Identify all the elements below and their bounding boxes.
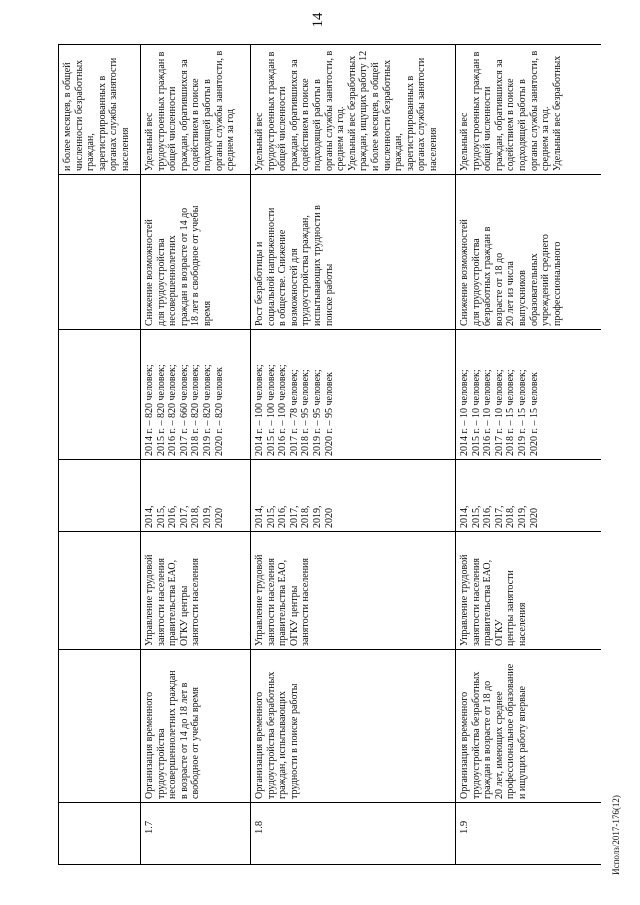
cell-number: 1.9 bbox=[456, 803, 601, 865]
cell-number: 1.7 bbox=[141, 803, 251, 865]
cell-responsible: Управление трудовой занятости населения правительства ЕАО, ОГКУ центры занятости населения bbox=[251, 532, 456, 650]
cell-indicator: Удельный вес трудоустроенных граждан в общей численности граждан, обратившихся за содействием в поиске подходящей работы в органы службы занятости, в среднем за год. Удельный вес безработных граждан, ищущих работу 12 и более месяцев, в общей численности безработных граждан, зарегистрированных в органах службы занятости населения bbox=[251, 45, 456, 175]
cell-activity: Организация временного трудоустройства несовершеннолетних граждан в возрасте от 14 до 18 лет в свободное от учебы время bbox=[141, 650, 251, 803]
cell-responsible: Управление трудовой занятости населения правительства ЕАО, ОГКУ центры занятости населения bbox=[141, 532, 251, 650]
rotated-table-wrapper bbox=[58, 45, 600, 865]
cell-indicator: Удельный вес трудоустроенных граждан в общей численности граждан, обратившихся за содействием в поиске подходящей работы в органы службы занятости, в среднем за год. Удельный вес безработных bbox=[456, 45, 601, 175]
table-row-continuation bbox=[59, 45, 141, 865]
cell-volume: 2014 г. – 820 человек; 2015 г. – 820 человек; 2016 г. – 820 человек; 2017 г. – 660 человек; 2018 г. – 820 человек; 2019 г. – 820 человек; 2020 г. – 820 человек bbox=[141, 330, 251, 460]
cell-years: 2014, 2015, 2016, 2017, 2018, 2019, 2020 bbox=[141, 460, 251, 532]
cell-volume: 2014 г. – 100 человек; 2015 г. – 100 человек; 2016 г. – 100 человек; 2017 г. – 78 человек; 2018 г. – 95 человек; 2019 г. – 95 человек; 2020 г. – 95 человек bbox=[251, 330, 456, 460]
cell-years: 2014, 2015, 2016, 2017, 2018, 2019, 2020 bbox=[251, 460, 456, 532]
page-number: 14 bbox=[310, 12, 326, 28]
cell-result: Снижение возможностей для трудоустройства безработных граждан в возрасте от 18 до 20 лет из числа выпускников образовательных учреждений среднего профессионального bbox=[456, 175, 601, 330]
cell-activity: Организация временного трудоустройства безработных граждан в возрасте от 18 до 20 лет, имеющих среднее профессиональное образование и ищущих работу впервые bbox=[456, 650, 601, 803]
cell-activity bbox=[59, 650, 141, 803]
cell-years bbox=[59, 460, 141, 532]
cell-result bbox=[59, 175, 141, 330]
cell-years: 2014, 2015, 2016, 2017, 2018, 2019, 2020 bbox=[456, 460, 601, 532]
cell-result: Рост безработицы и социальной напряженности в обществе. Снижение возможностей для трудоустройства граждан, испытывающих трудности в поиске работы bbox=[251, 175, 456, 330]
cell-indicator: Удельный вес трудоустроенных граждан в общей численности граждан, обратившихся за содействием в поиске подходящей работы в органы службы занятости, в среднем за год bbox=[141, 45, 251, 175]
document-footer-code: Исполз/2017-176(12) bbox=[611, 795, 621, 875]
cell-indicator: и более месяцев, в общей численности безработных граждан, зарегистрированных в органах службы занятости населения bbox=[59, 45, 141, 175]
program-activities-table bbox=[58, 44, 601, 865]
table-row-1-9 bbox=[456, 45, 601, 865]
cell-responsible bbox=[59, 532, 141, 650]
cell-volume: 2014 г. – 10 человек; 2015 г. – 10 человек; 2016 г. – 10 человек; 2017 г. – 10 человек; 2018 г. – 15 человек; 2019 г. – 15 человек; 2020 г. – 15 человек bbox=[456, 330, 601, 460]
cell-number: 1.8 bbox=[251, 803, 456, 865]
cell-number bbox=[59, 803, 141, 865]
table-row-1-8 bbox=[251, 45, 456, 865]
cell-activity: Организация временного трудоустройства безработных граждан, испытывающих трудности в поиске работы bbox=[251, 650, 456, 803]
table-row-1-7 bbox=[141, 45, 251, 865]
cell-volume bbox=[59, 330, 141, 460]
cell-result: Снижение возможностей для трудоустройства несовершеннолетних граждан в возрасте от 14 до 18 лет в свободное от учебы время bbox=[141, 175, 251, 330]
cell-responsible: Управление трудовой занятости населения правительства ЕАО, ОГКУ центры занятости населения bbox=[456, 532, 601, 650]
